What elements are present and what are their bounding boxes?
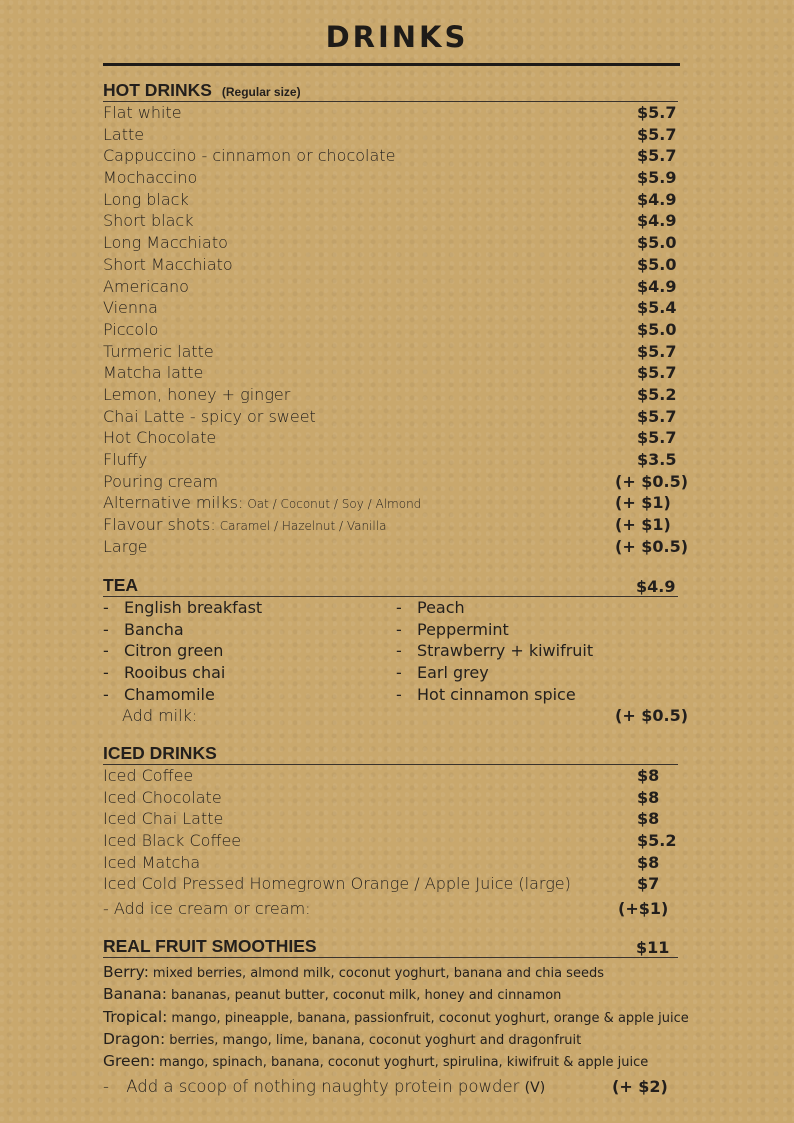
hot-drink-name (103, 493, 421, 512)
hot-drinks-section (103, 79, 689, 558)
smoothies-list (103, 958, 689, 1073)
iced-drink-price: $7 (637, 874, 660, 894)
hot-drink-name (103, 211, 194, 230)
smoothie-name: Dragon: (103, 1029, 166, 1048)
hot-drinks-heading (103, 79, 678, 102)
hot-drink-label: Fluffy (103, 450, 148, 469)
iced-drink-price: $8 (637, 766, 660, 785)
hot-drink-name (103, 103, 182, 122)
tea-name: Chamomile (124, 684, 215, 704)
iced-drinks-title: ICED DRINKS (103, 743, 217, 763)
hot-drink-price: (+ $1) (615, 493, 671, 513)
smoothies-price: $11 (636, 938, 670, 957)
tea-row (103, 598, 678, 620)
tea-price: $4.9 (636, 577, 676, 596)
smoothie-description: mixed berries, almond milk, coconut yoghurt, banana and chia seeds (152, 966, 604, 981)
hot-drink-name (103, 233, 228, 252)
hot-drink-row (103, 233, 678, 255)
tea-row (103, 685, 678, 707)
iced-drink-name: Iced Cold Pressed Homegrown Orange / Apple Juice (large) (103, 874, 571, 894)
hot-drink-price: $5.0 (637, 319, 677, 339)
smoothies-heading (103, 935, 678, 958)
smoothies-addon-label: Add a scoop of nothing naughty protein powder (126, 1077, 520, 1097)
hot-drink-row (103, 190, 678, 212)
hot-drink-price: $5.7 (637, 406, 677, 426)
hot-drink-row (103, 277, 678, 299)
hot-drink-label: Short Macchiato (103, 254, 233, 274)
hot-drink-label: Cappuccino - cinnamon or chocolate (103, 146, 396, 166)
hot-drink-row (103, 342, 678, 364)
hot-drink-label: Short black (103, 211, 194, 231)
tea-name: English breakfast (124, 598, 263, 617)
tea-bullet: - (396, 619, 402, 639)
tea-bullet: - (103, 619, 109, 639)
hot-drink-label: Lemon, honey + ginger (103, 384, 291, 404)
hot-drink-name (103, 472, 218, 491)
tea-bullet: - (396, 598, 402, 617)
hot-drink-row (103, 493, 678, 515)
hot-drinks-subtitle: (Regular size) (221, 85, 301, 99)
tea-name: Citron green (124, 641, 224, 661)
hot-drink-label: Turmeric latte (103, 341, 214, 361)
hot-drink-label: Flavour shots: (103, 515, 216, 535)
tea-bullet: - (103, 663, 109, 683)
hot-drink-price: $4.9 (637, 189, 677, 209)
title-divider (103, 63, 680, 66)
hot-drink-price: $5.7 (637, 341, 677, 361)
smoothie-row (103, 1051, 678, 1073)
hot-drink-price: $5.7 (637, 124, 677, 144)
hot-drink-row (103, 407, 678, 429)
smoothie-description: berries, mango, lime, banana, coconut yoghurt and dragonfruit (169, 1032, 582, 1048)
hot-drink-note: Oat / Coconut / Soy / Almond (247, 497, 422, 512)
tea-addon-row (103, 706, 689, 728)
tea-name: Peppermint (417, 619, 509, 639)
iced-drink-name: Iced Chocolate (103, 787, 222, 807)
smoothie-name: Tropical: (103, 1007, 168, 1026)
hot-drink-name (103, 255, 233, 274)
tea-name: Earl grey (417, 663, 489, 683)
hot-drink-label: Matcha latte (103, 363, 204, 383)
hot-drink-name (103, 450, 147, 469)
hot-drink-name (103, 298, 158, 317)
iced-drink-row (103, 788, 678, 810)
hot-drink-row (103, 536, 689, 559)
hot-drink-label: Latte (103, 124, 145, 144)
smoothies-addon-dash: - (103, 1077, 109, 1097)
hot-drink-label: Pouring cream (103, 471, 219, 491)
iced-addon-price: (+$1) (618, 899, 669, 919)
smoothie-row (103, 1007, 689, 1029)
iced-drink-price: $5.2 (637, 831, 677, 851)
hot-drinks-title: HOT DRINKS (103, 80, 212, 100)
iced-drink-row (103, 874, 678, 896)
hot-drink-name (103, 385, 290, 404)
iced-drink-row (103, 809, 678, 831)
iced-drinks-section (103, 742, 678, 921)
iced-drinks-heading (103, 742, 678, 765)
hot-drink-name (103, 537, 147, 556)
page-title: DRINKS (325, 20, 469, 54)
tea-heading (103, 574, 678, 597)
hot-drink-label: Vienna (103, 298, 158, 318)
tea-name: Peach (417, 598, 465, 617)
hot-drink-row (103, 168, 678, 190)
hot-drink-name (103, 277, 189, 296)
tea-bullet: - (103, 598, 109, 617)
tea-addon-price: (+ $0.5) (615, 706, 689, 726)
hot-drink-price: $5.7 (637, 363, 677, 383)
hot-drink-row (103, 320, 678, 342)
hot-drink-row (103, 255, 678, 277)
hot-drink-label: Chai Latte - spicy or sweet (103, 406, 316, 426)
hot-drink-label: Flat white (103, 103, 182, 122)
hot-drink-name (103, 146, 395, 165)
hot-drink-row (103, 363, 678, 385)
iced-drink-row (103, 766, 678, 788)
smoothie-row (103, 1029, 678, 1051)
hot-drink-name (103, 363, 203, 382)
tea-name: Strawberry + kiwifruit (417, 641, 594, 661)
tea-name: Bancha (124, 619, 184, 639)
smoothies-addon-vegan-tag: (V) (524, 1080, 546, 1097)
hot-drink-name (103, 125, 144, 144)
hot-drink-row (103, 146, 678, 168)
hot-drink-label: Large (103, 536, 148, 556)
smoothies-addon-row (103, 1077, 678, 1101)
hot-drink-price: $5.2 (637, 384, 677, 404)
hot-drink-price: $4.9 (637, 276, 677, 296)
tea-bullet: - (396, 641, 402, 661)
hot-drink-price: (+ $0.5) (615, 471, 689, 491)
hot-drink-price: (+ $0.5) (615, 536, 689, 556)
hot-drink-price: $5.4 (637, 298, 677, 318)
hot-drink-row (103, 298, 678, 320)
hot-drink-label: Hot Chocolate (103, 428, 217, 448)
smoothie-name: Banana: (103, 985, 167, 1004)
hot-drink-label: Piccolo (103, 319, 159, 339)
iced-addon-label: - Add ice cream or cream: (103, 899, 311, 919)
hot-drink-price: $5.7 (637, 146, 677, 166)
iced-drink-price: $8 (637, 852, 660, 872)
hot-drink-row (103, 515, 678, 537)
hot-drink-price: $5.0 (637, 233, 677, 253)
smoothies-title: REAL FRUIT SMOOTHIES (103, 936, 317, 956)
tea-bullet: - (396, 684, 402, 704)
iced-drink-row (103, 853, 678, 875)
hot-drink-row (103, 125, 678, 147)
hot-drink-label: Mochaccino (103, 168, 198, 188)
hot-drink-price: $5.7 (637, 103, 677, 122)
hot-drink-row (103, 471, 689, 494)
smoothie-description: bananas, peanut butter, coconut milk, honey and cinnamon (171, 988, 562, 1004)
smoothies-addon-price: (+ $2) (612, 1077, 668, 1097)
tea-row (103, 641, 678, 663)
hot-drink-price: $5.9 (637, 168, 677, 188)
tea-row (103, 620, 678, 642)
tea-title: TEA (103, 575, 138, 595)
hot-drink-name (103, 320, 158, 339)
hot-drink-price: $4.9 (637, 211, 677, 231)
iced-drink-row (103, 831, 678, 853)
smoothie-name: Berry: (103, 963, 149, 981)
iced-drink-name: Iced Matcha (103, 852, 201, 872)
hot-drink-row (103, 428, 678, 450)
tea-bullet: - (103, 641, 109, 661)
hot-drink-name (103, 190, 189, 209)
hot-drink-name (103, 515, 386, 534)
iced-drink-name: Iced Coffee (103, 766, 194, 785)
hot-drink-label: Long black (103, 189, 189, 209)
hot-drinks-list (103, 102, 689, 558)
iced-drink-price: $8 (637, 809, 660, 829)
iced-drink-price: $8 (637, 787, 660, 807)
iced-addon-row (103, 899, 678, 921)
hot-drink-label: Long Macchiato (103, 233, 228, 253)
hot-drink-name (103, 342, 214, 361)
hot-drink-price: $3.5 (637, 450, 677, 469)
tea-bullet: - (103, 684, 109, 704)
iced-drink-name: Iced Black Coffee (103, 831, 242, 851)
smoothies-section (103, 935, 689, 1101)
hot-drink-price: (+ $1) (615, 515, 671, 535)
tea-bullet: - (396, 663, 402, 683)
smoothie-description: mango, spinach, banana, coconut yoghurt, spirulina, kiwifruit & apple juice (159, 1055, 649, 1071)
iced-drinks-list (103, 765, 678, 896)
smoothie-description: mango, pineapple, banana, passionfruit, coconut yoghurt, orange & apple juice (171, 1010, 689, 1026)
smoothie-row (103, 984, 678, 1006)
hot-drink-row (103, 103, 678, 125)
hot-drink-name (103, 428, 216, 447)
hot-drink-row (103, 385, 678, 407)
hot-drink-note: Caramel / Hazelnut / Vanilla (219, 519, 387, 534)
hot-drink-name (103, 407, 316, 426)
hot-drink-row (103, 450, 678, 472)
hot-drink-label: Americano (103, 276, 189, 296)
hot-drink-row (103, 211, 678, 233)
smoothie-row (103, 962, 678, 984)
smoothie-name: Green: (103, 1052, 156, 1071)
hot-drink-name (103, 168, 197, 187)
hot-drink-price: $5.7 (637, 428, 677, 448)
hot-drink-price: $5.0 (637, 254, 677, 274)
hot-drink-label: Alternative milks: (103, 493, 244, 513)
tea-section (103, 574, 689, 728)
tea-list (103, 597, 678, 706)
tea-name: Rooibus chai (124, 663, 226, 683)
tea-name: Hot cinnamon spice (417, 684, 576, 704)
iced-drink-name: Iced Chai Latte (103, 809, 224, 829)
tea-addon-label: Add milk: (122, 706, 198, 726)
tea-row (103, 663, 678, 685)
